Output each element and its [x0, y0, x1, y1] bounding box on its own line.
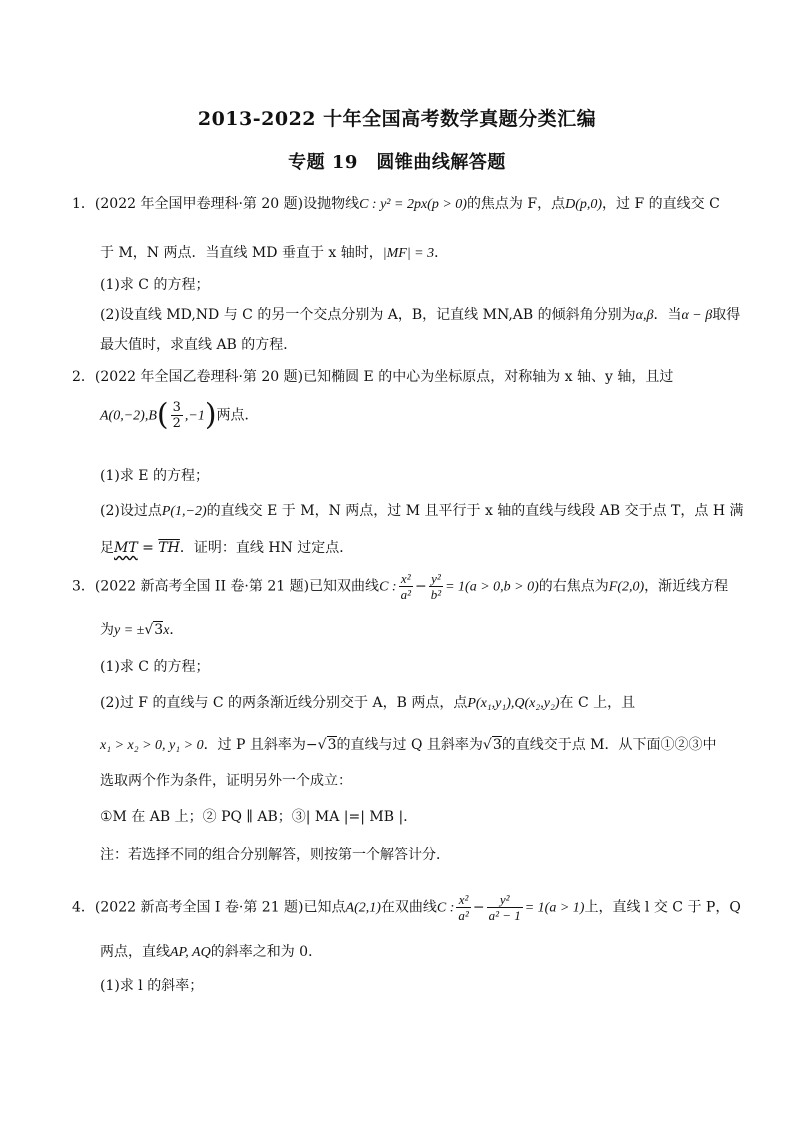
problem-3-first-line	[72, 571, 728, 602]
problem-3-stem-b: 的右焦点为	[538, 578, 609, 595]
problem-4-lines: AP, AQ	[170, 945, 211, 960]
problem-1-part-2-c: 取得	[712, 307, 741, 323]
document-subtitle: 专题 19 圆锥曲线解答题	[288, 152, 506, 173]
fraction-denominator: 2	[172, 416, 181, 431]
problem-1-source: (2022 年全国甲卷理科·第 20 题)	[94, 196, 304, 212]
problem-3-part-2-b: 在 C 上，且	[559, 695, 636, 711]
problem-3-part-2	[100, 692, 635, 712]
problem-3-stem: 已知双曲线	[309, 578, 380, 595]
sqrt-icon: √	[317, 737, 327, 753]
problem-4-source: (2022 新高考全国 I 卷·第 21 题)	[94, 899, 304, 916]
problem-3-cond-c: 的直线交于点 M．从下面①②③中	[501, 737, 717, 753]
problem-4-stem-a: 已知点	[303, 899, 346, 916]
problem-2-part-2	[100, 500, 744, 520]
problem-3-source: (2022 新高考全国 II 卷·第 21 题)	[94, 578, 310, 595]
problem-4-stem-c: 上，直线 l 交 C 于 P，Q	[584, 899, 741, 916]
problem-1-line-2-end: ．	[434, 245, 449, 261]
problem-1-line-2	[100, 242, 448, 262]
problem-3-frac-1	[399, 571, 413, 602]
problem-2-part-1: (1)求 E 的方程；	[100, 468, 209, 484]
problem-1-expr: α − β	[681, 308, 713, 323]
fraction-denominator: b²	[430, 587, 442, 602]
document-title: 2013-2022 十年全国高考数学真题分类汇编	[197, 108, 597, 130]
problem-3-line-2	[100, 619, 183, 639]
problem-3-choose: 选取两个作为条件，证明另外一个成立：	[100, 773, 352, 789]
problem-4-frac-2	[487, 892, 523, 923]
problem-2-part-2-text: (2)设过点	[100, 503, 162, 519]
problem-3-part-1: (1)求 C 的方程；	[100, 659, 210, 675]
vector-th: $\overline{TH}$	[158, 540, 180, 556]
problem-1-part-2-b: ．当	[653, 307, 682, 323]
problem-3-cond-a: ．过 P 且斜率为	[203, 737, 306, 753]
problem-3-condition-line	[100, 734, 717, 754]
problem-3-points: P(x₁,y₁),Q(x₂,y₂)	[467, 696, 560, 711]
problem-2-part-2-c1: 足	[100, 540, 114, 556]
problem-3-curve-c: C :	[379, 579, 397, 595]
problem-2-part-2-line-2	[100, 537, 353, 557]
minus-sign: −	[414, 578, 427, 595]
slope-1-sign: −	[305, 737, 318, 753]
problem-3-stem-c: ，渐近线方程	[644, 578, 729, 595]
left-paren: (	[156, 397, 169, 433]
problem-1-number: 1．	[72, 196, 95, 212]
slope-1-root: 3	[327, 737, 337, 753]
problem-3-curve-tail: = 1(a > 0,b > 0)	[445, 579, 539, 595]
problem-4-line-2-text: 两点，直线	[100, 944, 170, 960]
fraction-denominator: a²	[400, 587, 411, 602]
problem-4-part-1: (1)求 l 的斜率；	[100, 978, 204, 994]
problem-2-number: 2．	[72, 369, 95, 385]
fraction-numerator: y²	[487, 892, 523, 908]
problem-4-point: A(2,1)	[345, 900, 381, 916]
problem-1-line-2-text: 于 M，N 两点．当直线 MD 垂直于 x 轴时，	[100, 245, 383, 261]
fraction-denominator: a²	[458, 908, 469, 923]
fraction-numerator: y²	[429, 571, 443, 587]
problem-3-conditions: ①M 在 AB 上；② PQ ∥ AB；③| MA |=| MB |．	[100, 809, 418, 825]
asymptote-pre: y = ±	[114, 623, 145, 638]
vector-mt: MT	[114, 540, 138, 556]
problem-1-part-2-text: (2)设直线 MD,ND 与 C 的另一个交点分别为 A，B，记直线 MN,AB 的倾斜角分别为	[100, 307, 636, 323]
problem-1-point-d: D(p,0)	[565, 197, 603, 212]
minus-sign: −	[472, 899, 485, 916]
right-paren: )	[204, 397, 217, 433]
problem-2-part-2-c2: ．证明：直线 HN 过定点．	[179, 540, 354, 556]
fraction-numerator: x²	[456, 892, 470, 908]
problem-1-part-2-line-2: 最大值时，求直线 AB 的方程．	[100, 337, 298, 353]
problem-1-part-1: (1)求 C 的方程；	[100, 277, 210, 293]
slope-2-root: 3	[492, 737, 502, 753]
problem-1-part-2	[100, 304, 740, 324]
problem-3-part-2-text: (2)过 F 的直线与 C 的两条渐近线分别交于 A，B 两点，点	[100, 695, 468, 711]
problem-4-line-2	[100, 941, 322, 961]
fraction-numerator: x²	[399, 571, 413, 587]
problem-4-line-2-end: 的斜率之和为 0．	[210, 944, 323, 960]
sqrt-icon: √	[144, 622, 154, 638]
fraction-numerator: 3	[172, 400, 181, 415]
problem-2-point-a: A(0,−2),B	[100, 408, 157, 424]
problem-4-frac-1	[456, 892, 470, 923]
sqrt-icon: √	[482, 737, 492, 753]
problem-4-number: 4．	[72, 899, 95, 916]
problem-2-stem: 已知椭圆 E 的中心为坐标原点，对称轴为 x 轴、y 轴，且过	[303, 369, 674, 385]
problem-3-focus: F(2,0)	[608, 579, 645, 595]
asymptote-post: x	[163, 623, 170, 638]
problem-4-curve-c: C :	[436, 900, 455, 916]
problem-3-frac-2	[429, 571, 443, 602]
problem-1-curve: C : y² = 2px(p > 0)	[359, 197, 467, 212]
asymptote-root: 3	[154, 622, 164, 638]
problem-2-source: (2022 年全国乙卷理科·第 20 题)	[94, 369, 304, 385]
problem-3-inequality: x₁ > x₂ > 0, y₁ > 0	[100, 738, 204, 753]
problem-2-first-line	[72, 366, 673, 386]
problem-1-mf-eq: |MF| = 3	[382, 246, 435, 261]
problem-2-points-end: 两点．	[216, 407, 259, 424]
problem-1-angles: α,β	[635, 308, 654, 323]
problem-3-number: 3．	[72, 578, 95, 595]
problem-2-points	[100, 397, 259, 433]
problem-3-note: 注：若选择不同的组合分别解答，则按第一个解答计分．	[100, 847, 450, 863]
problem-3-line-2-a: 为	[100, 622, 114, 638]
problem-3-line-2-end: ．	[169, 622, 184, 638]
problem-4-stem-b: 在双曲线	[380, 899, 437, 916]
problem-2-part-2-b: 的直线交 E 于 M，N 两点，过 M 且平行于 x 轴的直线与线段 AB 交于点 T，点 H 满	[206, 503, 744, 519]
problem-2-fraction	[171, 400, 183, 431]
problem-1-stem-c: ，过 F 的直线交 C	[602, 196, 720, 212]
problem-4-curve-tail: = 1(a > 1)	[524, 900, 585, 916]
problem-1-stem-b: 的焦点为 F，点	[466, 196, 566, 212]
problem-1-first-line	[72, 193, 720, 213]
problem-1-stem: 设抛物线	[303, 196, 360, 212]
problem-2-point-b-tail: ,−1	[184, 408, 205, 424]
problem-4-first-line	[72, 892, 741, 923]
problem-3-cond-b: 的直线与过 Q 且斜率为	[336, 737, 483, 753]
fraction-denominator: a² − 1	[488, 908, 521, 923]
vector-equals: =	[137, 540, 159, 556]
problem-2-point-p: P(1,−2)	[161, 504, 207, 519]
